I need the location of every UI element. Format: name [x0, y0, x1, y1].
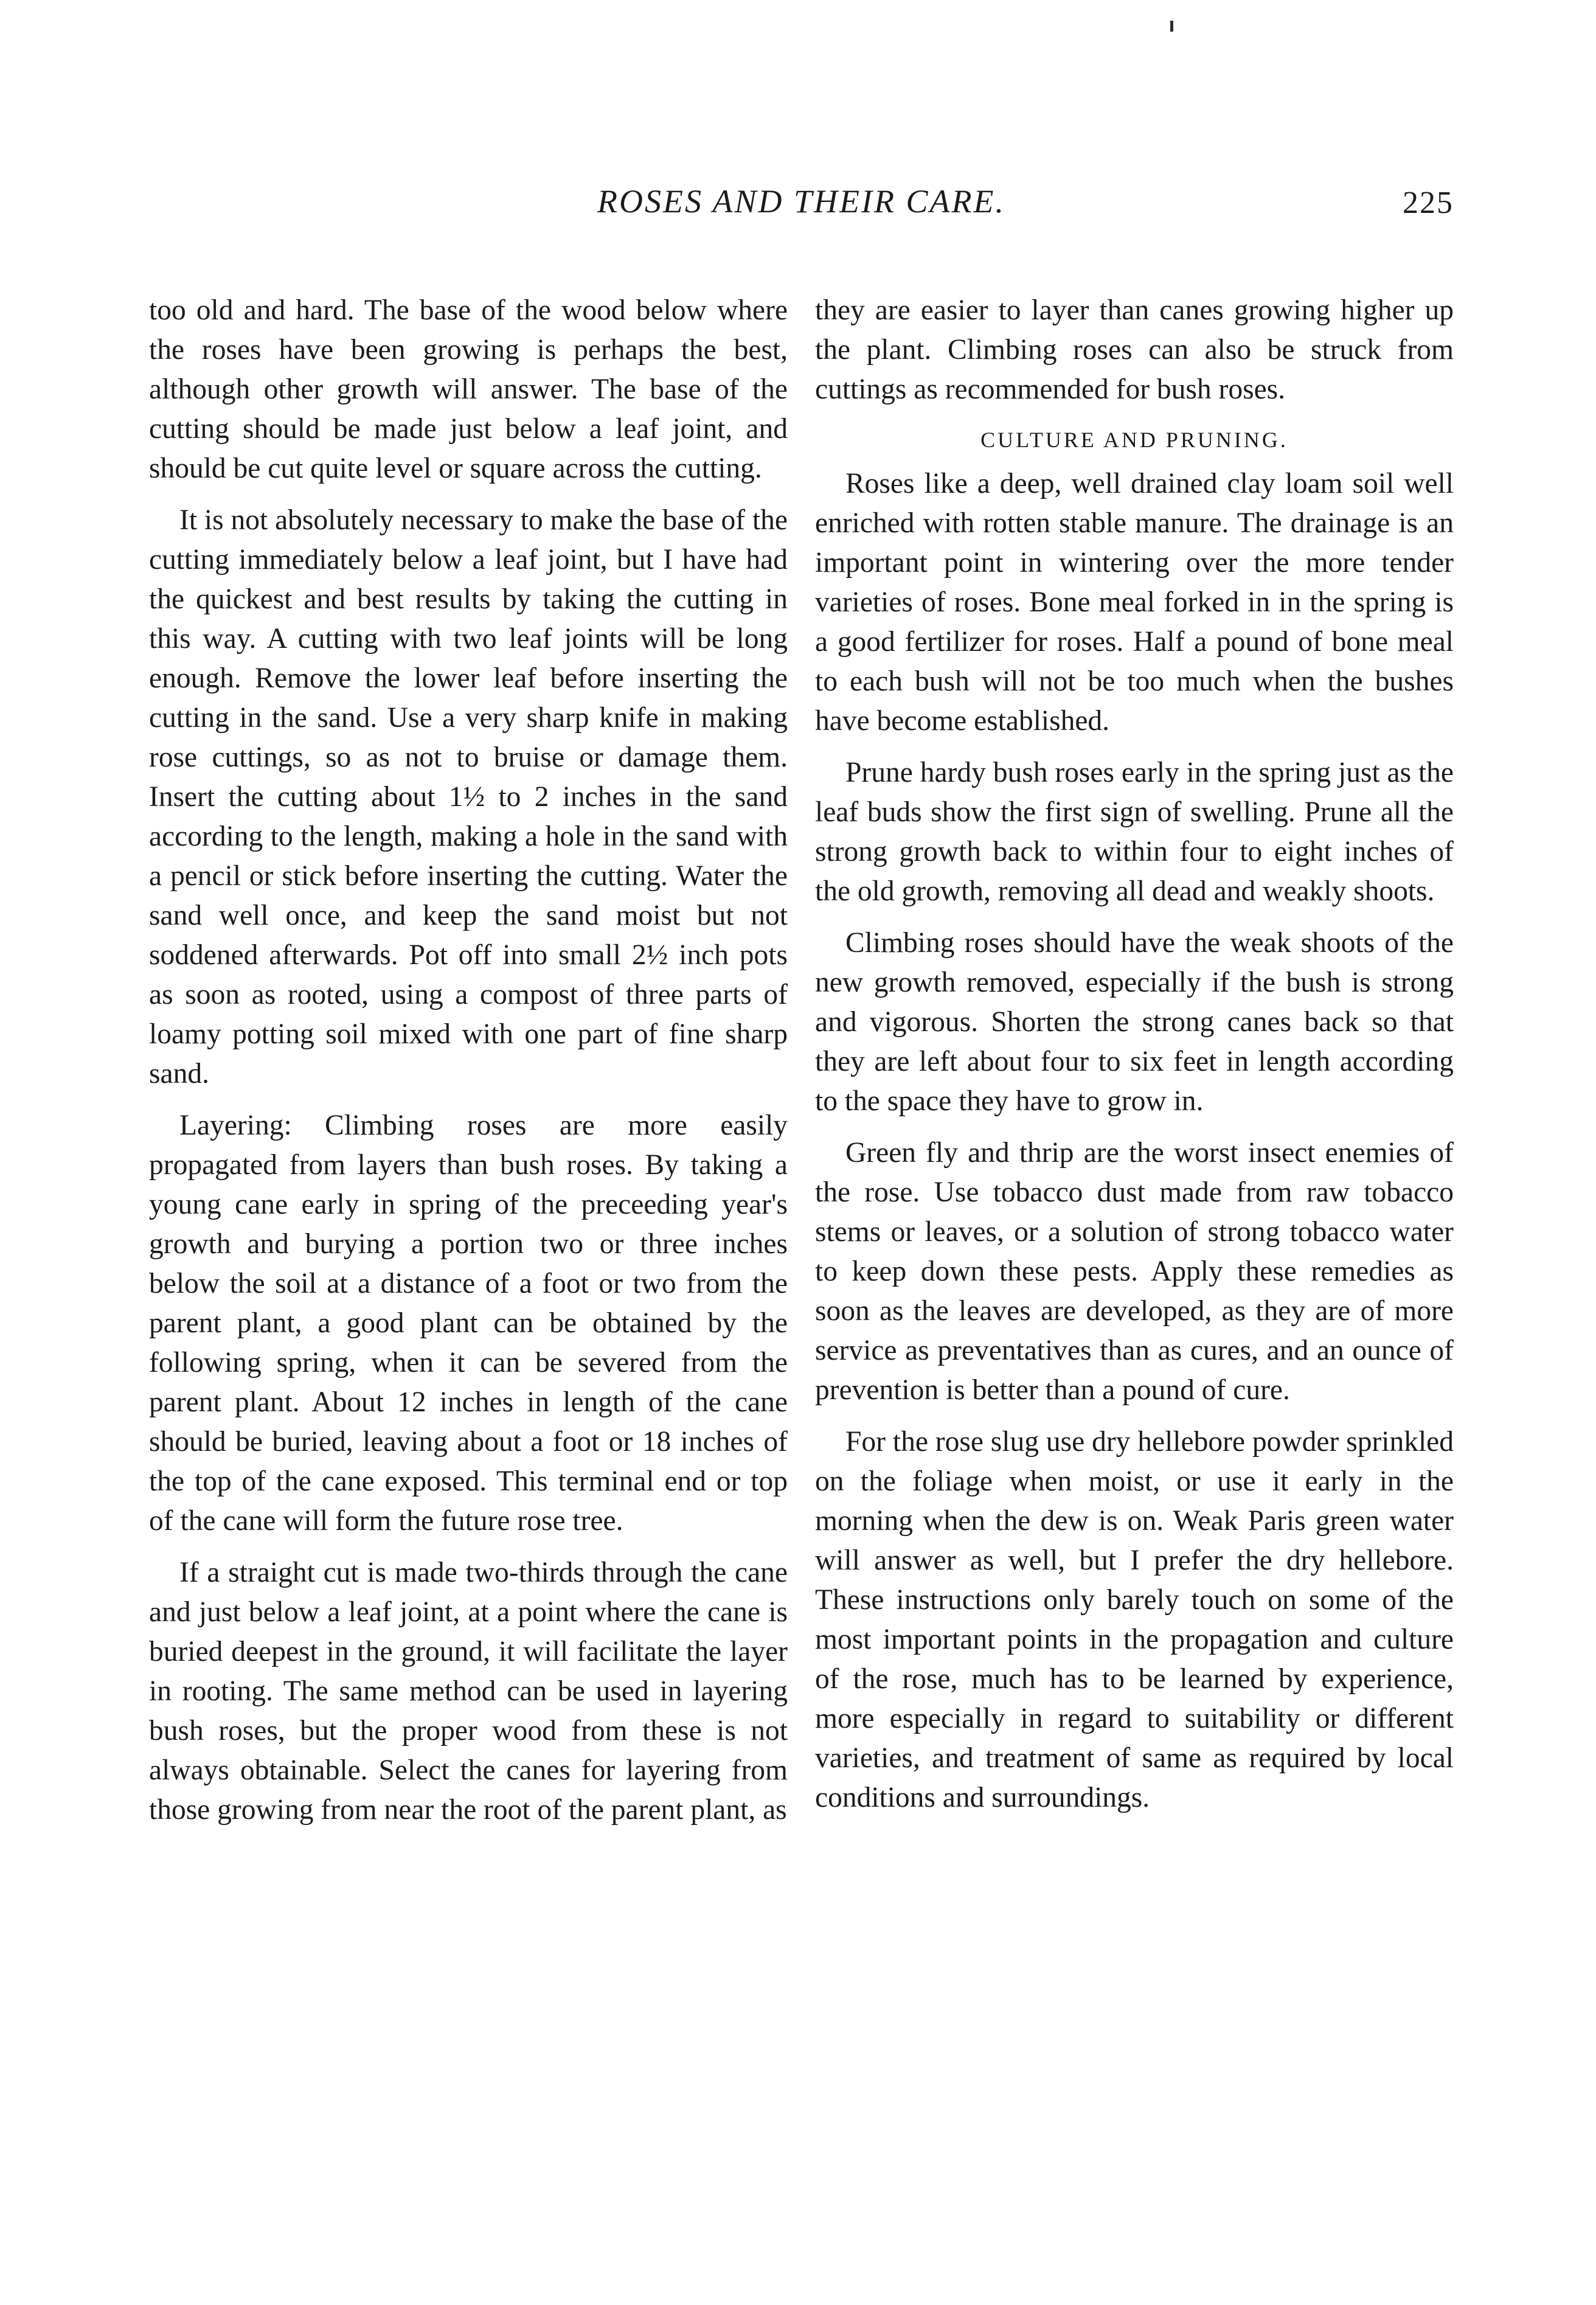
paragraph: Roses like a deep, well drained clay loam soil well enriched with rotten stable manure. The drainage is an important point in wintering over the more tender varieties of roses. Bone meal forked in in the spring is a good fertilizer for roses. Half a pound of bone meal to each bush will not be too much when the bushes have become established.: [815, 468, 1454, 737]
paragraph: If a straight cut is made two-thirds through the cane and just below a leaf joint, at a point where the cane is buried deepest in the ground, it will facilitate the layer in rooting. The same method can be used in layering bush roses, but the proper wood from these is not always obtainable. Select the canes for layering from those growing from near the root of the parent plant, as: [149, 1557, 788, 1826]
left-column: [149, 291, 788, 1842]
running-head: [149, 183, 1454, 231]
section-heading: CULTURE AND PRUNING.: [980, 428, 1288, 452]
paragraph: Green fly and thrip are the worst insect enemies of the rose. Use tobacco dust made from raw tobacco stems or leaves, or a solution of strong tobacco water to keep down these pests. Apply these remedies as soon as the leaves are developed, as they are of more service as preventatives than as cures, and an ounce of prevention is better than a pound of cure.: [815, 1137, 1454, 1406]
paragraph-continued: too old and hard. The base of the wood below where the roses have been growing is perhaps the best, although other growth will answer. The base of the cutting should be made just below a leaf joint, and should be cut quite level or square across the cutting.: [149, 294, 788, 484]
page-number: 225: [1403, 186, 1454, 220]
print-mark: [1170, 21, 1173, 32]
paragraph: Prune hardy bush roses early in the spring just as the leaf buds show the first sign of swelling. Prune all the strong growth back to within four to eight inches of the old growth, removing all dead and weakly shoots.: [815, 757, 1454, 907]
paragraph-continued: they are easier to layer than canes growing higher up the plant. Climbing roses can also be struck from cuttings as recommended for bush roses.: [815, 294, 1454, 405]
paragraph: It is not absolutely necessary to make the base of the cutting immediately below a leaf joint, but I have had the quickest and best results by taking the cutting in this way. A cutting with two leaf joints will be long enough. Remove the lower leaf before inserting the cutting in the sand. Use a very sharp knife in making rose cuttings, so as not to bruise or damage them. Insert the cutting about 1½ to 2 inches in the sand according to the length, making a hole in the sand with a pencil or stick before inserting the cutting. Water the sand well once, and keep the sand moist but not soddened afterwards. Pot off into small 2½ inch pots as soon as rooted, using a compost of three parts of loamy potting soil mixed with one part of fine sharp sand.: [149, 504, 788, 1090]
paragraph: Climbing roses should have the weak shoots of the new growth removed, especially if the bush is strong and vigorous. Shorten the strong canes back so that they are left about four to six feet in length according to the space they have to grow in.: [815, 927, 1454, 1117]
running-title: ROSES AND THEIR CARE.: [597, 183, 1005, 220]
paragraph: For the rose slug use dry hellebore powder sprinkled on the foliage when moist, or use it early in the morning when the dew is on. Weak Paris green water will answer as well, but I prefer the dry hellebore. These instructions only barely touch on some of the most important points in the propagation and culture of the rose, much has to be learned by experience, more especially in regard to suitability or different varieties, and treatment of same as required by local conditions and surroundings.: [815, 1426, 1454, 1813]
right-column: [815, 291, 1454, 1830]
paragraph-layering: Layering: Climbing roses are more easily propagated from layers than bush roses. By taking a young cane early in spring of the preceeding year's growth and burying a portion two or three inches below the soil at a distance of a foot or two from the parent plant, a good plant can be obtained by the following spring, when it can be severed from the parent plant. About 12 inches in length of the cane should be buried, leaving about a foot or 18 inches of the top of the cane exposed. This terminal end or top of the cane will form the future rose tree.: [149, 1110, 788, 1537]
